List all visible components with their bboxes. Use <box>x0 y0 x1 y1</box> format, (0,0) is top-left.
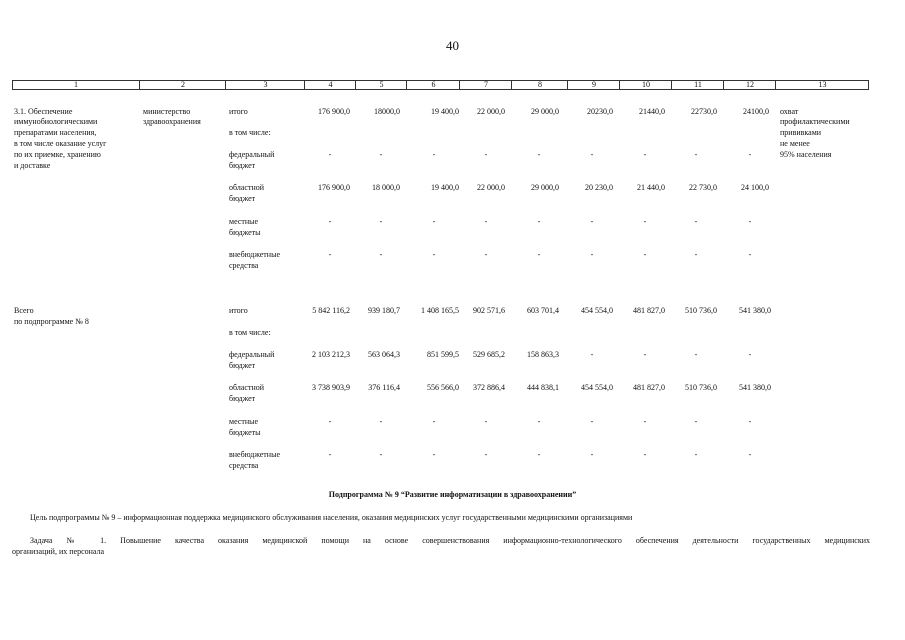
value-cell: - <box>328 150 332 159</box>
value-cell: 2 103 212,3 <box>312 350 350 359</box>
value-cell: 481 827,0 <box>633 383 665 392</box>
value-cell: - <box>694 450 698 459</box>
value-cell: 454 554,0 <box>581 306 613 315</box>
row-label-regional: областной <box>229 383 265 392</box>
value-cell: 372 886,4 <box>473 383 505 392</box>
value-cell: 18000,0 <box>374 107 400 116</box>
value-cell: - <box>748 217 752 226</box>
header-col-12: 12 <box>723 81 776 89</box>
value-cell: - <box>748 150 752 159</box>
value-cell: - <box>590 417 594 426</box>
value-cell: - <box>379 417 383 426</box>
row-label-extrabudget: внебюджетные <box>229 250 280 259</box>
value-cell: 176 900,0 <box>318 107 350 116</box>
value-cell: - <box>643 250 647 259</box>
block2-name-line: по подпрограмме № 8 <box>14 317 89 326</box>
header-col-3: 3 <box>225 81 305 89</box>
value-cell: 444 838,1 <box>527 383 559 392</box>
goal-text: Цель подпрограммы № 9 – информационная поддержка медицинского обслуживания населения, оказания медицинских услуг государственными медицинскими организациями <box>30 513 633 522</box>
block1-executor-line: министерство <box>143 107 191 116</box>
value-cell: 481 827,0 <box>633 306 665 315</box>
value-cell: 454 554,0 <box>581 383 613 392</box>
task-text-line2: организаций, их персонала <box>12 547 105 556</box>
value-cell: - <box>643 450 647 459</box>
header-col-9: 9 <box>567 81 620 89</box>
value-cell: 939 180,7 <box>368 306 400 315</box>
value-cell: - <box>432 217 436 226</box>
value-cell: - <box>590 217 594 226</box>
row-label-regional: бюджет <box>229 194 256 203</box>
value-cell: 376 116,4 <box>368 383 400 392</box>
value-cell: - <box>379 150 383 159</box>
value-cell: - <box>484 217 488 226</box>
value-cell: 29 000,0 <box>531 183 559 192</box>
value-cell: 22 730,0 <box>689 183 717 192</box>
value-cell: 22 000,0 <box>477 107 505 116</box>
row-label-local: местные <box>229 417 259 426</box>
value-cell: - <box>379 450 383 459</box>
header-col-5: 5 <box>355 81 407 89</box>
value-cell: - <box>643 150 647 159</box>
value-cell: - <box>748 250 752 259</box>
value-cell: - <box>328 450 332 459</box>
row-label-federal: бюджет <box>229 161 256 170</box>
header-col-10: 10 <box>619 81 672 89</box>
header-col-8: 8 <box>511 81 568 89</box>
subprogram-title: Подпрограмма № 9 “Развитие информатизации в здравоохранении” <box>328 490 577 499</box>
header-col-13: 13 <box>775 81 869 89</box>
row-label-extrabudget: средства <box>229 261 259 270</box>
value-cell: 158 863,3 <box>527 350 559 359</box>
value-cell: - <box>484 450 488 459</box>
value-cell: 851 599,5 <box>427 350 459 359</box>
block1-result-line: прививками <box>780 128 822 137</box>
row-label-including: в том числе: <box>229 128 271 137</box>
row-label-regional: бюджет <box>229 394 256 403</box>
block1-name-line: по их приемке, хранению <box>14 150 101 159</box>
row-label-federal: федеральный <box>229 150 275 159</box>
value-cell: - <box>694 350 698 359</box>
header-col-4: 4 <box>304 81 356 89</box>
value-cell: - <box>484 150 488 159</box>
value-cell: 563 064,3 <box>368 350 400 359</box>
table-header-row <box>12 80 869 90</box>
value-cell: - <box>748 450 752 459</box>
value-cell: 1 408 165,5 <box>421 306 459 315</box>
value-cell: - <box>537 150 541 159</box>
value-cell: 24100,0 <box>743 107 769 116</box>
value-cell: - <box>328 250 332 259</box>
row-label-including: в том числе: <box>229 328 271 337</box>
row-label-federal: бюджет <box>229 361 256 370</box>
value-cell: - <box>379 250 383 259</box>
value-cell: - <box>590 150 594 159</box>
value-cell: 176 900,0 <box>318 183 350 192</box>
row-label-total: итого <box>229 107 248 116</box>
value-cell: 20230,0 <box>587 107 613 116</box>
row-label-local: бюджеты <box>229 428 261 437</box>
value-cell: - <box>748 417 752 426</box>
page-number: 40 <box>446 38 459 53</box>
value-cell: 510 736,0 <box>685 306 717 315</box>
block1-name-line: иммунобиологическими <box>14 117 98 126</box>
value-cell: - <box>537 417 541 426</box>
value-cell: - <box>432 417 436 426</box>
header-col-7: 7 <box>459 81 512 89</box>
value-cell: 20 230,0 <box>585 183 613 192</box>
block1-result-line: охват <box>780 107 799 116</box>
block2-name-line: Всего <box>14 306 34 315</box>
value-cell: - <box>537 250 541 259</box>
value-cell: 3 738 903,9 <box>312 383 350 392</box>
row-label-federal: федеральный <box>229 350 275 359</box>
value-cell: 22730,0 <box>691 107 717 116</box>
value-cell: - <box>694 150 698 159</box>
value-cell: 18 000,0 <box>372 183 400 192</box>
value-cell: 541 380,0 <box>739 306 771 315</box>
value-cell: - <box>379 217 383 226</box>
value-cell: - <box>484 417 488 426</box>
value-cell: - <box>590 350 594 359</box>
value-cell: 902 571,6 <box>473 306 505 315</box>
header-col-1: 1 <box>74 80 78 89</box>
value-cell: - <box>432 250 436 259</box>
value-cell: - <box>748 350 752 359</box>
block1-result-line: профилактическими <box>780 117 850 126</box>
value-cell: 541 380,0 <box>739 383 771 392</box>
row-label-local: бюджеты <box>229 228 261 237</box>
value-cell: - <box>328 217 332 226</box>
value-cell: - <box>537 450 541 459</box>
header-col-11: 11 <box>671 81 724 89</box>
block1-name-line: и доставке <box>14 161 51 170</box>
value-cell: 19 400,0 <box>431 107 459 116</box>
value-cell: 529 685,2 <box>473 350 505 359</box>
value-cell: 603 701,4 <box>527 306 559 315</box>
value-cell: - <box>694 250 698 259</box>
row-label-extrabudget: внебюджетные <box>229 450 280 459</box>
value-cell: - <box>432 150 436 159</box>
block1-executor-line: здравоохранения <box>143 117 201 126</box>
value-cell: - <box>643 417 647 426</box>
row-label-local: местные <box>229 217 259 226</box>
value-cell: - <box>537 217 541 226</box>
block1-result-line: 95% населения <box>780 150 832 159</box>
row-label-total: итого <box>229 306 248 315</box>
value-cell: 21 440,0 <box>637 183 665 192</box>
value-cell: - <box>643 350 647 359</box>
value-cell: - <box>432 450 436 459</box>
value-cell: - <box>694 217 698 226</box>
value-cell: - <box>694 417 698 426</box>
value-cell: - <box>643 217 647 226</box>
block1-name-line: в том числе оказание услуг <box>14 139 107 148</box>
block1-name-line: препаратами населения, <box>14 128 97 137</box>
value-cell: 510 736,0 <box>685 383 717 392</box>
value-cell: 24 100,0 <box>741 183 769 192</box>
value-cell: - <box>590 450 594 459</box>
header-col-6: 6 <box>406 81 460 89</box>
header-col-2: 2 <box>139 81 226 89</box>
value-cell: 5 842 116,2 <box>312 306 350 315</box>
value-cell: - <box>484 250 488 259</box>
row-label-extrabudget: средства <box>229 461 259 470</box>
value-cell: 29 000,0 <box>531 107 559 116</box>
value-cell: 22 000,0 <box>477 183 505 192</box>
value-cell: 21440,0 <box>639 107 665 116</box>
value-cell: 19 400,0 <box>431 183 459 192</box>
task-text-line1: Задача № 1. Повышение качества оказания медицинской помощи на основе совершенствования информационно-технологического обеспечения деятельности государственных медицинских <box>30 536 870 545</box>
value-cell: - <box>590 250 594 259</box>
block1-result-line: не менее <box>780 139 810 148</box>
row-label-regional: областной <box>229 183 265 192</box>
block1-name-line: 3.1. Обеспечение <box>14 107 73 116</box>
value-cell: - <box>328 417 332 426</box>
value-cell: 556 566,0 <box>427 383 459 392</box>
